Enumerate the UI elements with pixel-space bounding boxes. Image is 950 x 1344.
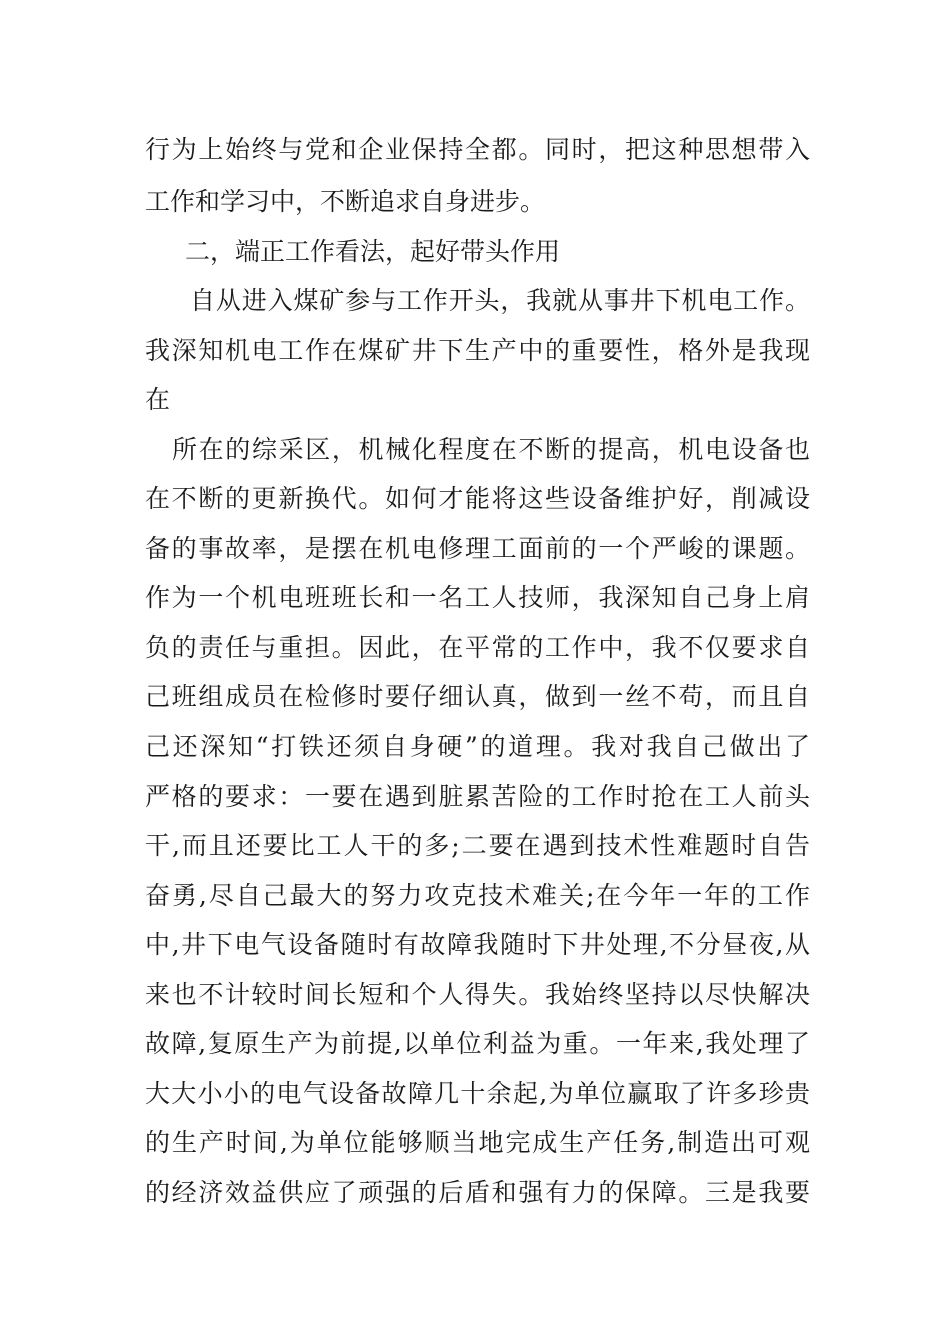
- text-line: 故障,复原生产为前提,以单位利益为重。一年来,我处理了: [145, 1029, 810, 1058]
- text-line: 己还深知“打铁还须自身硬”的道理。我对我自己做出了: [145, 732, 810, 761]
- text-line: 负的责任与重担。因此，在平常的工作中，我不仅要求自: [145, 633, 810, 662]
- text-line: 己班组成员在检修时要仔细认真，做到一丝不苟，而且自: [145, 682, 810, 711]
- text-line: 大大小小的电气设备故障几十余起,为单位赢取了许多珍贵: [145, 1079, 810, 1108]
- text-line: 行为上始终与党和企业保持全都。同时，把这种思想带入: [145, 135, 810, 164]
- text-line: 来也不计较时间长短和个人得失。我始终坚持以尽快解决: [145, 980, 810, 1009]
- text-line: 所在的综采区，机械化程度在不断的提高，机电设备也: [172, 435, 810, 464]
- text-line: 中,井下电气设备随时有故障我随时下井处理,不分昼夜,从: [145, 930, 810, 959]
- text-line: 在: [145, 385, 171, 414]
- text-line: 在不断的更新换代。如何才能将这些设备维护好，削减设: [145, 484, 810, 513]
- text-line: 干,而且还要比工人干的多;二要在遇到技术性难题时自告: [145, 831, 810, 860]
- text-line: 作为一个机电班班长和一名工人技师，我深知自己身上肩: [145, 583, 810, 612]
- text-line: 备的事故率，是摆在机电修理工面前的一个严峻的课题。: [145, 534, 810, 563]
- text-line: 奋勇,尽自己最大的努力攻克技术难关;在今年一年的工作: [145, 881, 810, 910]
- text-line: 的生产时间,为单位能够顺当地完成生产任务,制造出可观: [145, 1128, 810, 1157]
- text-line: 我深知机电工作在煤矿井下生产中的重要性，格外是我现: [145, 336, 810, 365]
- text-line: 严格的要求：一要在遇到脏累苦险的工作时抢在工人前头: [145, 782, 810, 811]
- text-line: 工作和学习中，不断追求自身进步。: [145, 187, 546, 216]
- text-line: 自从进入煤矿参与工作开头，我就从事井下机电工作。: [190, 286, 810, 315]
- text-line: 的经济效益供应了顽强的后盾和强有力的保障。三是我要: [145, 1178, 810, 1207]
- section-heading: 二，端正工作看法，起好带头作用: [185, 237, 561, 266]
